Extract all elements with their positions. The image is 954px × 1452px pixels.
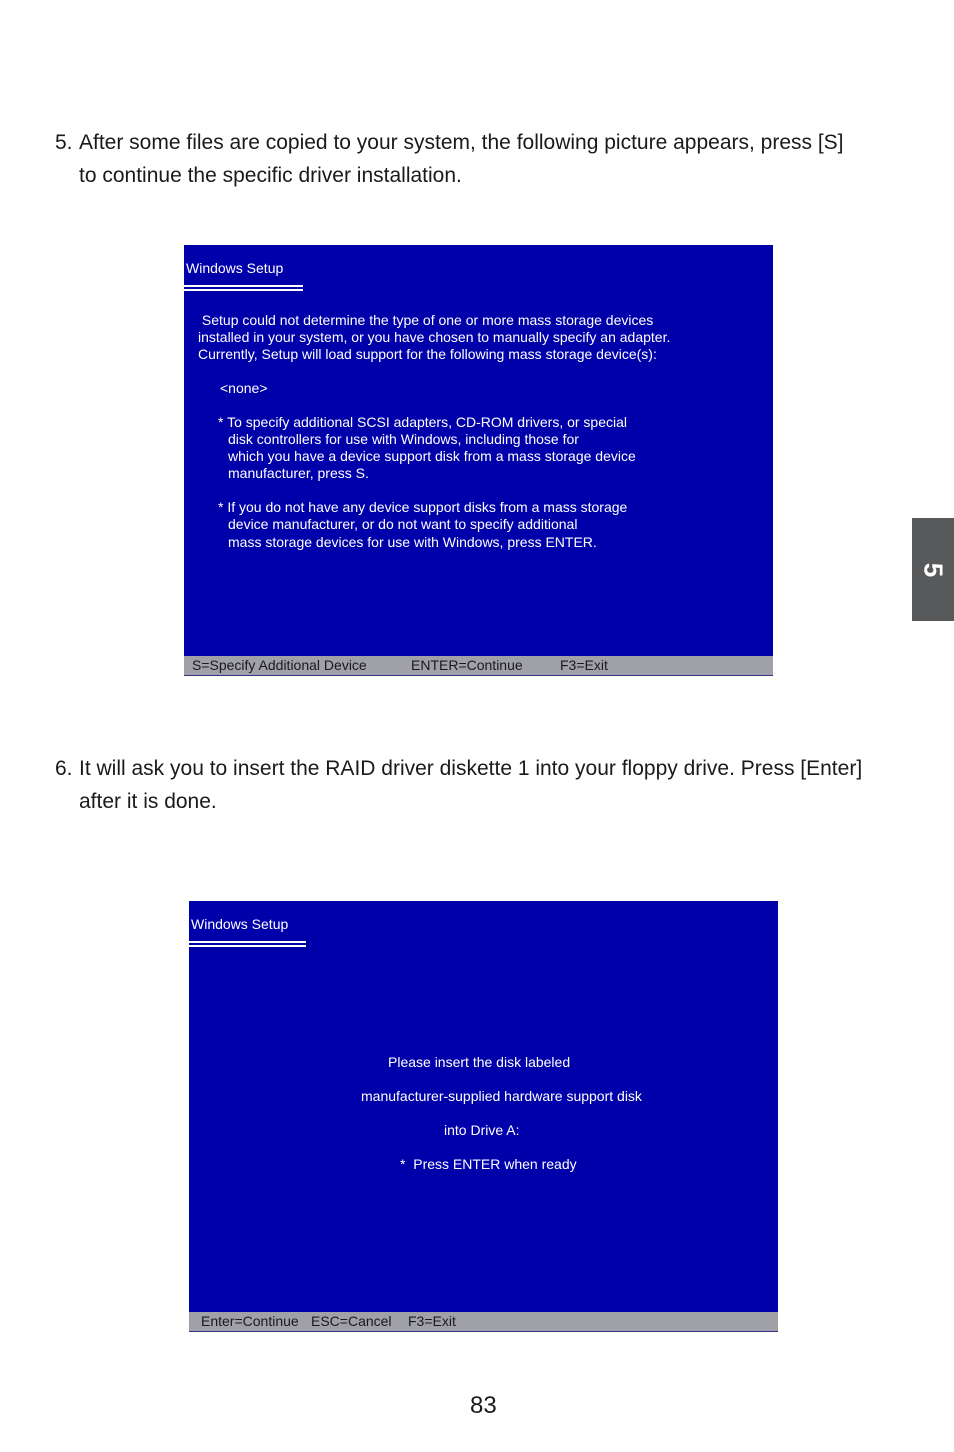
specify-device-key[interactable]: S=Specify Additional Device	[192, 657, 367, 673]
screen-title: Windows Setup	[186, 260, 284, 276]
status-bar	[189, 1312, 778, 1332]
step-text-line: to continue the specific driver installation.	[79, 164, 462, 187]
message-line: manufacturer, press S.	[228, 465, 369, 481]
chapter-number: 5	[918, 562, 949, 577]
title-underline	[189, 941, 306, 947]
title-underline	[184, 285, 303, 291]
message-line: installed in your system, or you have chosen to manually specify an adapter.	[198, 329, 671, 345]
windows-setup-screen-1	[184, 245, 773, 676]
prompt-line: Please insert the disk labeled	[388, 1054, 571, 1070]
device-list-value: <none>	[220, 380, 268, 396]
exit-key[interactable]: F3=Exit	[408, 1313, 456, 1329]
step-text-line: After some files are copied to your system, the following picture appears, press [S]	[79, 131, 844, 154]
message-line: disk controllers for use with Windows, including those for	[228, 431, 579, 447]
windows-setup-screen-2	[189, 901, 778, 1332]
message-line: Currently, Setup will load support for the following mass storage device(s):	[198, 346, 657, 362]
step-text-line: after it is done.	[79, 790, 217, 813]
message-line: Setup could not determine the type of one or more mass storage devices	[198, 312, 654, 328]
prompt-line: * Press ENTER when ready	[400, 1156, 577, 1172]
message-line: * To specify additional SCSI adapters, CD-ROM drivers, or special	[218, 414, 628, 430]
exit-key[interactable]: F3=Exit	[560, 657, 608, 673]
step-number: 5.	[55, 131, 73, 154]
step-text-line: It will ask you to insert the RAID driver diskette 1 into your floppy drive. Press [Enter]	[79, 757, 863, 780]
page-number: 83	[470, 1392, 497, 1419]
message-line: mass storage devices for use with Windows, press ENTER.	[228, 534, 597, 550]
disk-label: manufacturer-supplied hardware support disk	[361, 1088, 642, 1104]
step-number: 6.	[55, 757, 73, 780]
status-bar	[184, 656, 773, 676]
screen-title: Windows Setup	[191, 916, 289, 932]
message-line: * If you do not have any device support disks from a mass storage	[218, 499, 628, 515]
message-line: device manufacturer, or do not want to specify additional	[228, 516, 578, 532]
chapter-tab	[912, 518, 954, 621]
step-5	[55, 126, 915, 192]
continue-key[interactable]: ENTER=Continue	[411, 657, 523, 673]
message-line: which you have a device support disk from a mass storage device	[228, 448, 636, 464]
continue-key[interactable]: Enter=Continue	[201, 1313, 299, 1329]
cancel-key[interactable]: ESC=Cancel	[311, 1313, 392, 1329]
step-6	[55, 752, 915, 818]
prompt-line: into Drive A:	[444, 1122, 520, 1138]
